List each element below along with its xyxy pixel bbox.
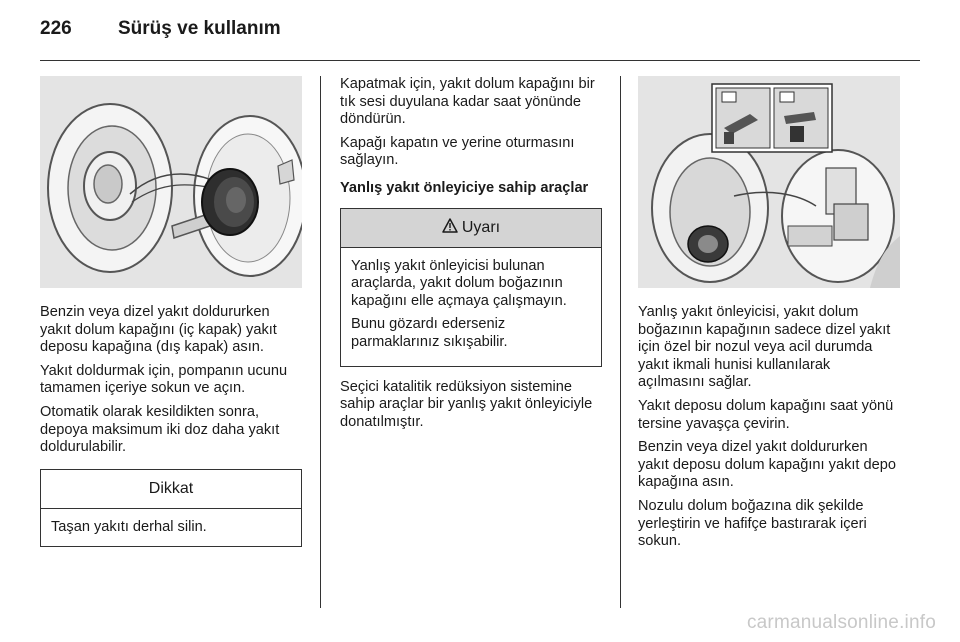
paragraph: Seçici katalitik redüksiyon sistemine sahip araçlar bir yanlış yakıt önleyiciyle donatılmıştır. [340, 378, 593, 430]
misfuel-inhibitor-drawing [638, 76, 900, 288]
warning-title: Uyarı [461, 218, 501, 236]
caution-title: Dikkat [41, 470, 301, 509]
paragraph: Yakıt doldurmak için, pompanın ucunu tamamen içeriye sokun ve açın. [40, 362, 288, 397]
paragraph: Yanlış yakıt önleyicisi, yakıt dolum boğazının kapağının sadece dizel yakıt için özel bir nozul veya acil durumda yakıt ikmali hunisi kullanılarak açılmasını sağlar. [638, 304, 891, 391]
fuel-cap-illustration [40, 76, 302, 288]
section-title: Sürüş ve kullanım [118, 18, 281, 39]
warning-triangle-icon [442, 218, 458, 238]
column-divider-1 [320, 76, 321, 608]
caution-text: Taşan yakıtı derhal silin. [51, 518, 207, 535]
watermark: carmanualsonline.info [746, 612, 936, 633]
paragraph: Kapatmak için, yakıt dolum kapağını bir tık sesi duyulana kadar saat yönünde döndürün. [340, 76, 595, 128]
warning-box [340, 208, 602, 367]
paragraph: Nozulu dolum boğazına dik şekilde yerleştirin ve hafifçe bastırarak içeri sokun. [638, 497, 867, 550]
paragraph: Yakıt deposu dolum kapağını saat yönü tersine yavaşça çevirin. [638, 397, 894, 432]
fuel-cap-drawing [40, 76, 302, 288]
paragraph: Kapağı kapatın ve yerine oturmasını sağlayın. [340, 134, 575, 169]
page-header [40, 18, 281, 48]
column-divider-2 [620, 76, 621, 608]
right-column [622, 76, 900, 557]
caution-body [41, 509, 301, 547]
subheading: Yanlış yakıt önleyiciye sahip araçlar [340, 179, 589, 196]
warning-text: Yanlış yakıt önleyicisi bulunan araçlarda, yakıt dolum boğazının kapağını elle açmaya çalışmayın. [351, 257, 567, 309]
warning-body [341, 248, 601, 366]
page-number: 226 [40, 18, 72, 39]
paragraph: Otomatik olarak kesildikten sonra, depoya maksimum iki doz daha yakıt doldurulabilir. [40, 403, 280, 456]
paragraph: Benzin veya dizel yakıt doldururken yakıt dolum kapağını (iç kapak) yakıt deposu kapağına (dış kapak) asın. [40, 304, 277, 356]
paragraph: Benzin veya dizel yakıt doldururken yakıt deposu dolum kapağını yakıt depo kapağına asın. [638, 439, 896, 491]
warning-text: Bunu gözardı ederseniz parmaklarınız sıkışabilir. [351, 316, 508, 350]
misfuel-inhibitor-illustration [638, 76, 900, 288]
warning-header [341, 209, 601, 248]
left-column [40, 76, 302, 559]
header-rule [40, 60, 920, 61]
caution-box [40, 469, 302, 548]
middle-column [340, 76, 602, 437]
